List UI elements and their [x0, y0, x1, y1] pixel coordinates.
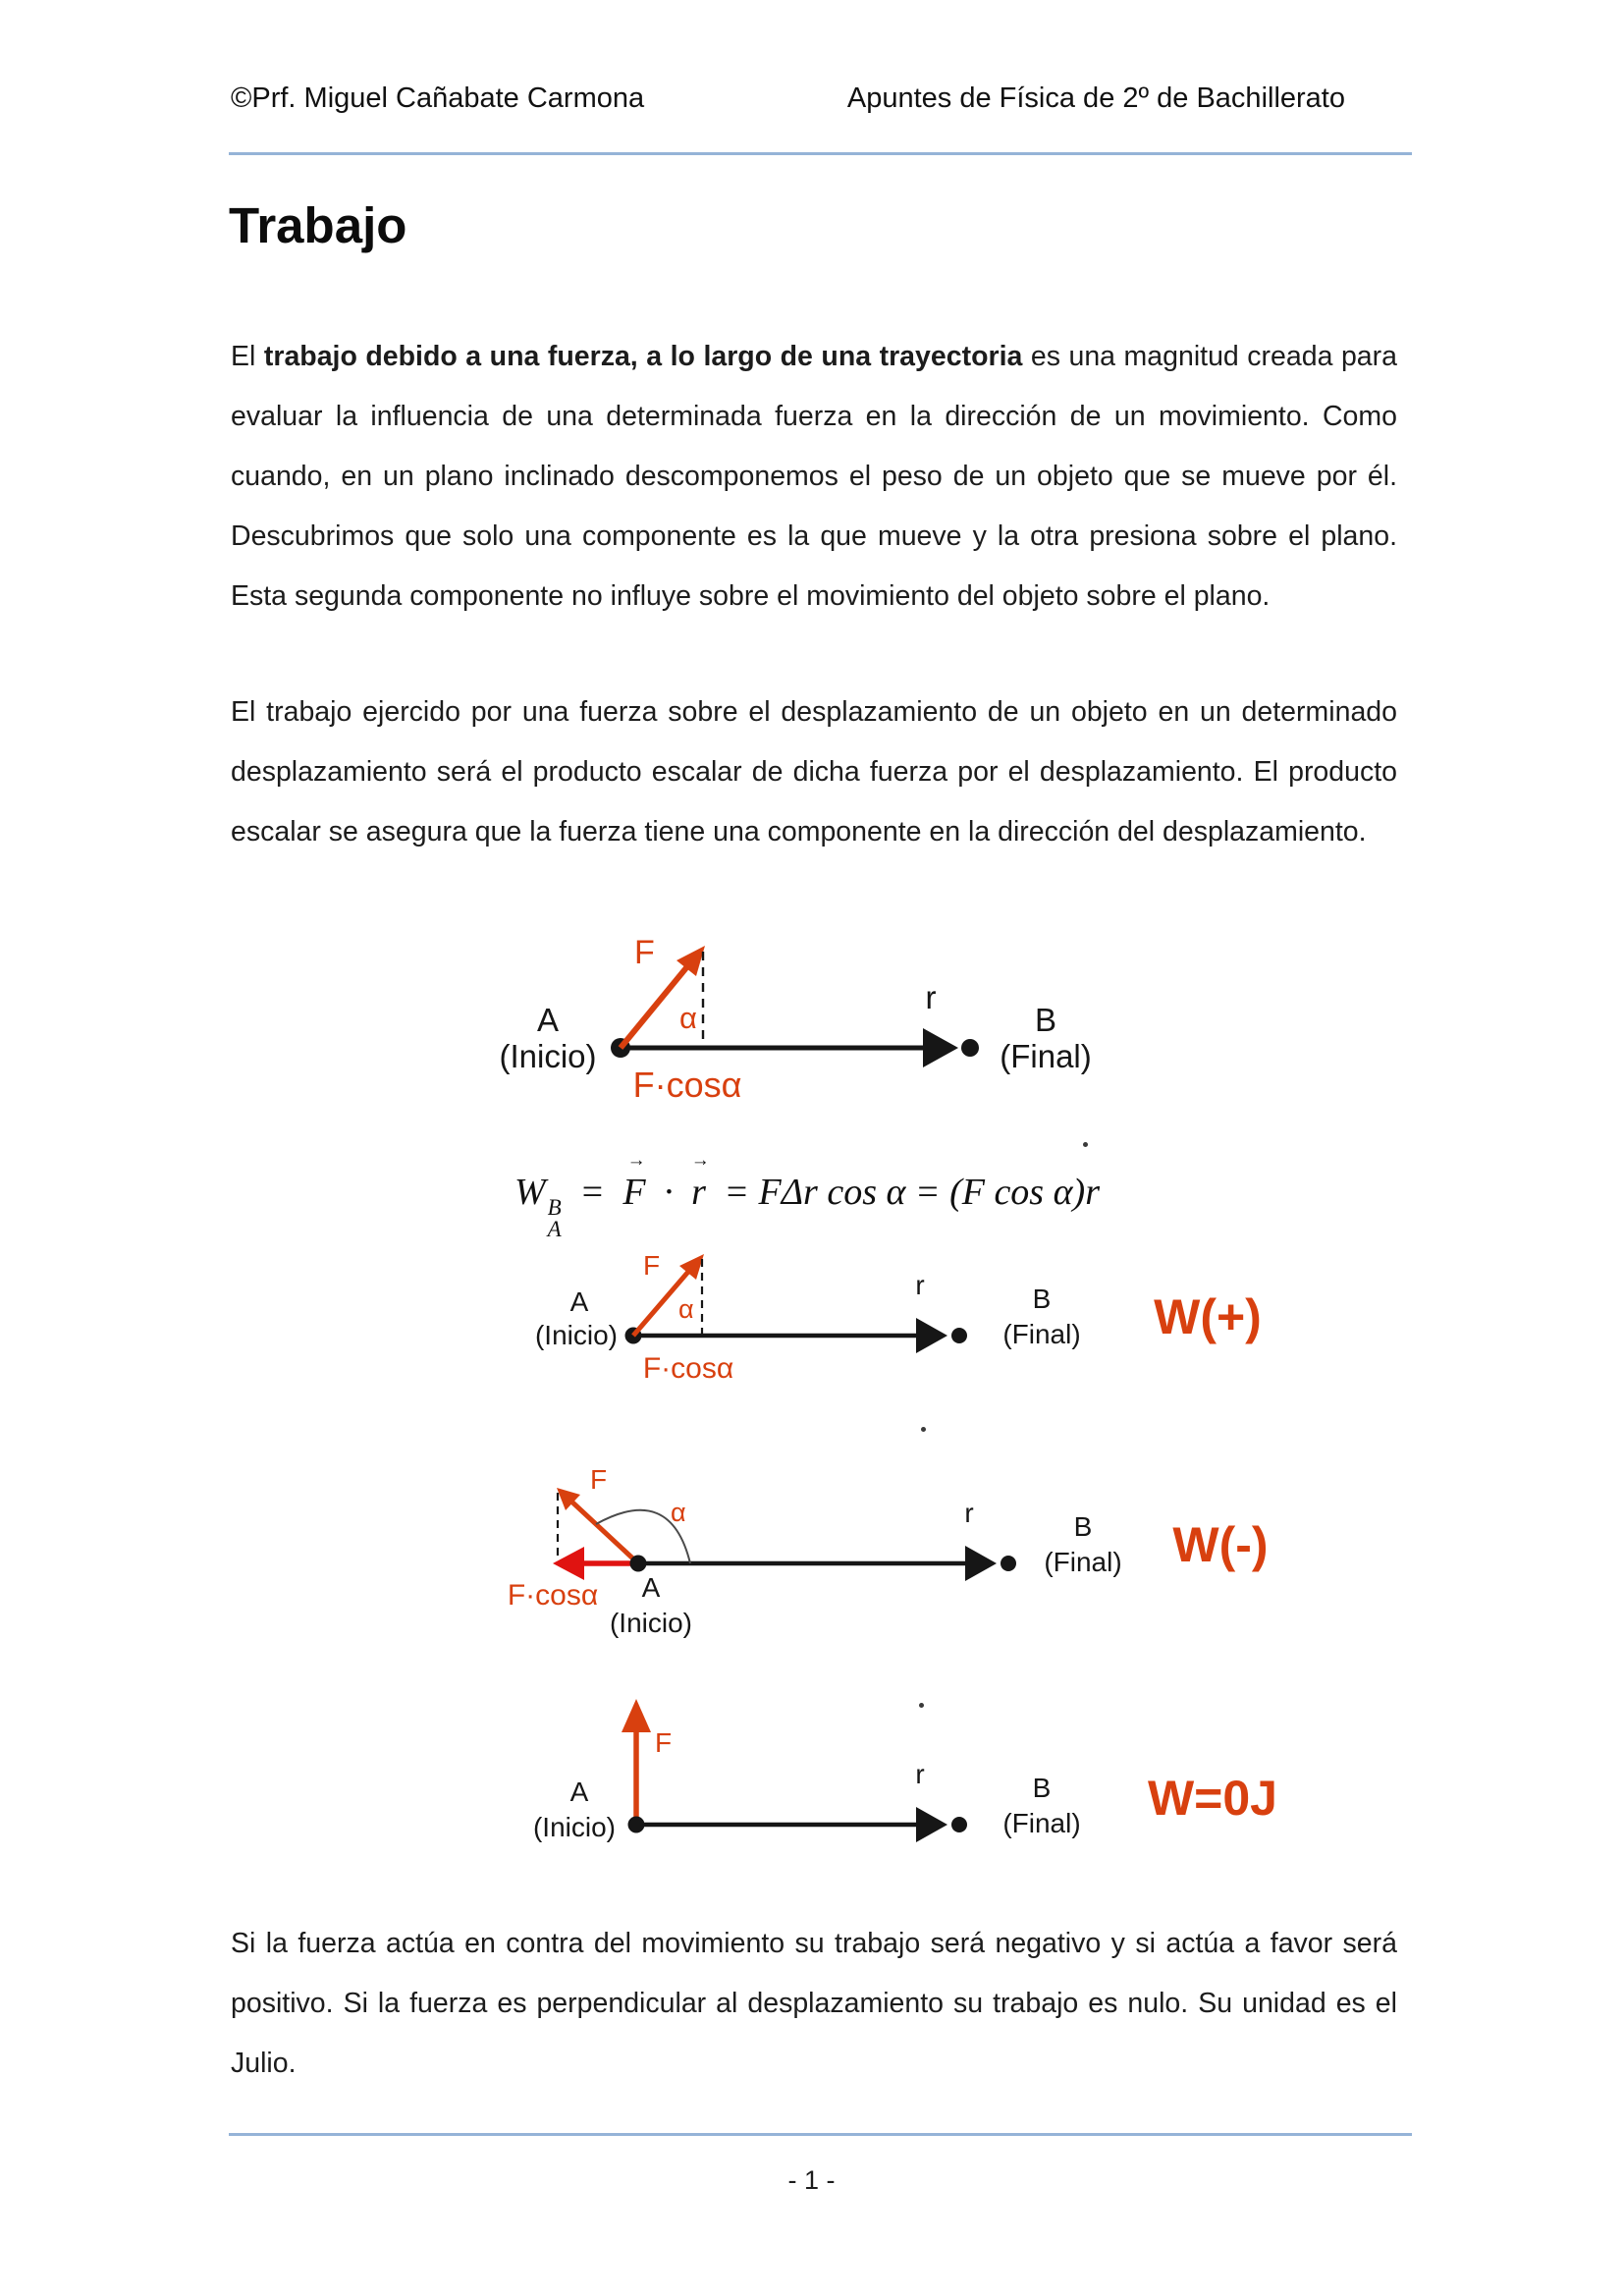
paragraph-definition: El trabajo ejercido por una fuerza sobre el desplazamiento de un objeto en un determinado desplazamiento será el producto escalar de dicha fuerza por el desplazamiento. El producto escalar se asegura que la fuerza tiene una componente en la dirección del desplazamiento. [231, 695, 1397, 847]
footer-rule [229, 2133, 1412, 2136]
end-label: B [1032, 1773, 1052, 1803]
header-subject: Apuntes de Física de 2º de Bachillerato [846, 82, 1345, 114]
work-positive-label: W(+) [1154, 1289, 1262, 1344]
formula-subscript: A [547, 1217, 562, 1241]
end-point-dot [1001, 1556, 1016, 1571]
work-zero-label: W=0J [1147, 1771, 1278, 1826]
end-point-dot [951, 1328, 967, 1343]
end-label: B [1073, 1511, 1093, 1542]
end-point-dot [951, 1817, 967, 1832]
work-diagram-positive [496, 1249, 1325, 1421]
vector-arrow-icon: → [690, 1150, 708, 1171]
displacement-arrowhead-icon [916, 1807, 947, 1842]
force-label: F [590, 1464, 608, 1495]
end-sublabel: (Final) [1002, 1319, 1081, 1349]
formula-displacement-vector [690, 1150, 708, 1214]
work-diagram-zero [496, 1687, 1325, 1884]
force-arrowhead-icon [622, 1699, 651, 1732]
start-sublabel: (Inicio) [609, 1608, 693, 1638]
start-sublabel: (Inicio) [532, 1812, 617, 1842]
displacement-label: r [915, 1759, 925, 1789]
angle-label: α [671, 1498, 686, 1527]
displacement-label: r [964, 1498, 974, 1528]
formula-force-vector [622, 1150, 646, 1214]
displacement-arrowhead-icon [965, 1546, 997, 1581]
end-sublabel: (Final) [1002, 1808, 1081, 1838]
start-label: A [569, 1777, 589, 1807]
page-title: Trabajo [229, 197, 407, 253]
stray-dot [1083, 1142, 1088, 1147]
start-label: A [641, 1572, 661, 1603]
formula-r: r [691, 1172, 706, 1213]
start-sublabel: (Inicio) [499, 1038, 597, 1074]
end-sublabel: (Final) [1044, 1547, 1122, 1577]
formula-W: W [514, 1172, 546, 1213]
angle-label: α [679, 1001, 697, 1035]
end-point-dot [961, 1039, 979, 1057]
text-segment: El [231, 340, 264, 372]
work-formula [0, 1150, 1623, 1241]
page-number: - 1 - [787, 2165, 836, 2195]
start-sublabel: (Inicio) [534, 1320, 619, 1350]
header-rule [229, 152, 1412, 155]
component-label: F·cosα [507, 1579, 599, 1612]
end-label: B [1032, 1284, 1052, 1314]
stray-dot [919, 1703, 924, 1708]
work-diagram-negative [447, 1465, 1330, 1671]
formula-equals: = [579, 1172, 605, 1213]
page-header [231, 82, 1345, 115]
displacement-arrowhead-icon [923, 1028, 958, 1067]
displacement-label: r [915, 1270, 925, 1300]
formula-superscript: B [547, 1195, 562, 1220]
formula-tail: = FΔr cos α = (F cos α)r [724, 1172, 1100, 1213]
start-label: A [536, 1002, 560, 1038]
vector-arrow-icon: → [626, 1150, 644, 1171]
force-label: F [655, 1727, 673, 1758]
work-diagram-main [452, 928, 1100, 1159]
formula-F: F [622, 1172, 646, 1213]
formula-dot-product: · [664, 1172, 674, 1213]
end-label: B [1034, 1002, 1057, 1038]
text-segment: es una magnitud creada para evaluar la influencia de una determinada fuerza en la dirección de un movimiento. Como cuando, en un plano inclinado descomponemos el peso de un objeto que se mueve por él. Descubrimos que solo una componente es la que mueve y la otra presiona sobre el plano. Esta segunda componente no influye sobre el movimiento del objeto sobre el plano. [231, 340, 1397, 612]
displacement-arrowhead-icon [916, 1318, 947, 1353]
formula-work-symbol [514, 1172, 562, 1241]
paragraph-intro [231, 327, 1397, 627]
bold-text-segment: trabajo debido a una fuerza, a lo largo de una trayectoria [263, 340, 1023, 372]
paragraph-conclusion: Si la fuerza actúa en contra del movimiento su trabajo será negativo y si actúa a favor será positivo. Si la fuerza es perpendicular al desplazamiento su trabajo es nulo. Su unidad es el Julio. [231, 1927, 1397, 2079]
displacement-label: r [925, 979, 937, 1015]
header-author: ©Prf. Miguel Cañabate Carmona [231, 82, 645, 114]
angle-label: α [678, 1294, 694, 1324]
component-label: F·cosα [632, 1065, 742, 1105]
force-label: F [634, 934, 655, 971]
start-label: A [569, 1286, 589, 1317]
work-negative-label: W(-) [1172, 1517, 1269, 1572]
force-label: F [643, 1250, 661, 1281]
stray-dot [921, 1427, 926, 1432]
end-sublabel: (Final) [1000, 1038, 1092, 1074]
component-label: F·cosα [642, 1352, 734, 1385]
